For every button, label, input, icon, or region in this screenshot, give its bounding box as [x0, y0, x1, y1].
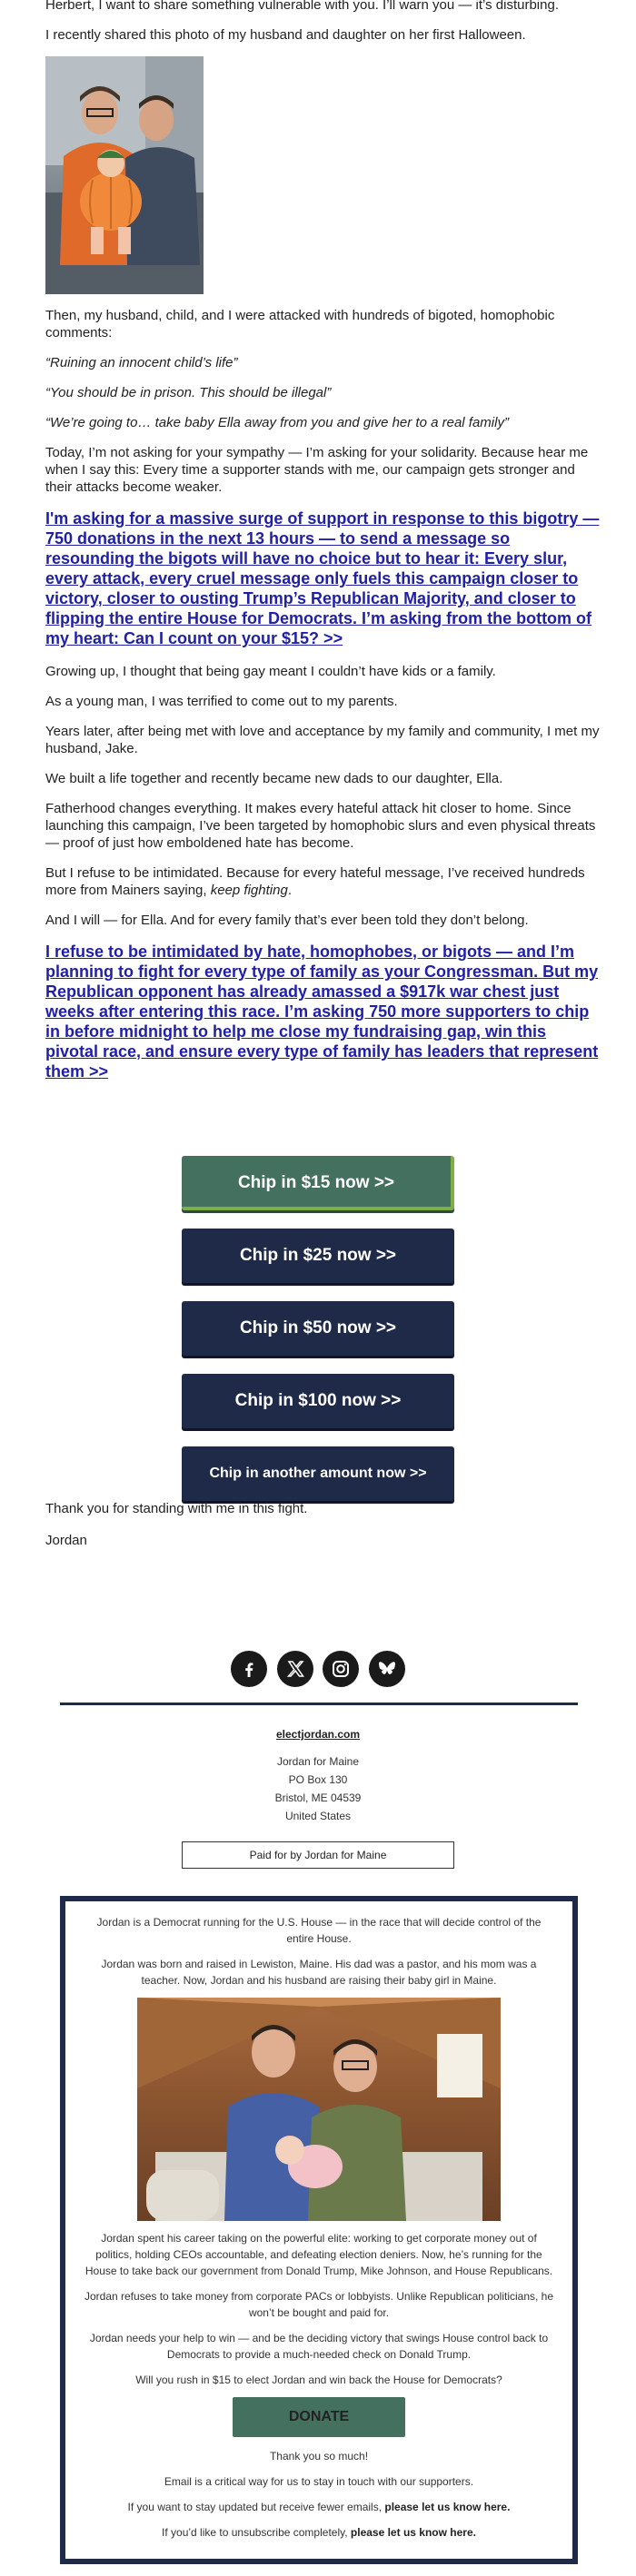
built-life-text: We built a life together and recently became new dads to our daughter, Ella. [45, 771, 503, 786]
bio-paragraph-3: Jordan spent his career taking on the powerful elite: working to get corporate money out of politics, holding CEOs accountable, and defeating election deniers. Now, he’s running for the House to take back our government from Donald Trump, Mike Johnson, and House Republicans. [84, 2232, 553, 2277]
fewer-emails-text: If you want to stay updated but receive fewer emails, [127, 2501, 385, 2513]
signoff: Jordan [45, 1533, 87, 1548]
growing-up-text: Growing up, I thought that being gay meant I couldn’t have kids or a family. [45, 664, 496, 679]
instagram-icon[interactable] [323, 1651, 359, 1687]
quote-1: “Ruining an innocent child’s life” [45, 355, 238, 370]
quote-2: “You should be in prison. This should be illegal” [45, 385, 332, 400]
chip-in-other-amount-button[interactable]: Chip in another amount now >> [182, 1446, 454, 1501]
facebook-icon[interactable] [231, 1651, 267, 1687]
footer-divider [60, 1703, 578, 1705]
bio-paragraph-2: Jordan was born and raised in Lewiston, Maine. His dad was a pastor, and his mom was a teacher. Now, Jordan and his husband are raising their baby girl in Maine. [101, 1958, 537, 1987]
donation-ask-link-2[interactable]: I refuse to be intimidated by hate, homophobes, or bigots — and I’m planning to fight for every type of family as your Congressman. But my Republican opponent has already amassed a $917k war chest just weeks after entering this race. I’m asking 750 more supporters to chip in before midnight to help me close my fundraising gap, win this pivotal race, and ensure every type of family has leaders that represent them >> [45, 943, 599, 1081]
i-will-text: And I will — for Ella. And for every family that’s ever been told they don’t belong. [45, 913, 529, 928]
fewer-emails-line [82, 2499, 556, 2515]
city-line: Bristol, ME 04539 [274, 1791, 362, 1804]
refuse-text-start: But I refuse to be intimidated. Because for every hateful message, I’ve received hundreds more from Mainers saying, [45, 865, 585, 898]
unsubscribe-line [82, 2524, 556, 2541]
fatherhood-text: Fatherhood changes everything. It makes every hateful attack hit closer to home. Since launching this campaign, I’ve been targeted by homophobic slurs and even physical threats — proof of just how emboldened hate has become. [45, 801, 596, 851]
thanks-text: Thank you for standing with me in this fight. [45, 1501, 308, 1516]
bio-paragraph-4: Jordan refuses to take money from corporate PACs or lobbyists. Unlike Republican politicians, he won’t be bought and paid for. [84, 2290, 554, 2319]
chip-in-15-button[interactable]: Chip in $15 now >> [182, 1156, 454, 1210]
bluesky-icon[interactable] [369, 1651, 405, 1687]
donation-ask-link-1[interactable]: I'm asking for a massive surge of support in response to this bigotry — 750 donations in the next 13 hours — to send a message so resounding the bigots will have no choice but to hear it: Every slur, every attack, every cruel message only fuels this campaign closer to victory, closer to ousting Trump’s Republican Majority, and closer to flipping the entire House for Democrats. I’m asking from the bottom of my heart: Can I count on your $15? >> [45, 509, 600, 647]
x-icon[interactable] [277, 1651, 313, 1687]
unsubscribe-link[interactable]: please let us know here. [350, 2526, 476, 2539]
quote-3: “We’re going to… take baby Ella away from you and give her to a real family” [45, 415, 509, 430]
refuse-text [45, 864, 600, 899]
candidate-bio-box [60, 1896, 578, 2564]
country-line: United States [284, 1810, 352, 1822]
footer-address [0, 1725, 636, 1825]
photo-share-text: I recently shared this photo of my husband and daughter on her first Halloween. [45, 27, 526, 43]
bio-paragraph-6: Will you rush in $15 to elect Jordan and win back the House for Democrats? [135, 2374, 502, 2386]
years-later-text: Years later, after being met with love and acceptance by my family and community, I met my husband, Jake. [45, 724, 600, 756]
chip-in-25-button[interactable]: Chip in $25 now >> [182, 1229, 454, 1283]
family-photo [137, 1998, 501, 2221]
paid-for-disclaimer: Paid for by Jordan for Maine [182, 1841, 454, 1869]
attacked-text: Then, my husband, child, and I were attacked with hundreds of bigoted, homophobic comments: [45, 308, 555, 341]
halloween-photo [45, 56, 204, 294]
bio-paragraph-5: Jordan needs your help to win — and be the deciding victory that swings House control back to Democrats to provide a much-needed check on Donald Trump. [89, 2332, 549, 2361]
fewer-emails-link[interactable]: please let us know here. [384, 2501, 511, 2513]
donate-button[interactable]: DONATE [233, 2397, 405, 2437]
bio-paragraph-1: Jordan is a Democrat running for the U.S. House — in the race that will decide control of the entire House. [96, 1916, 542, 1945]
closing [45, 1500, 600, 1549]
refuse-text-italic: keep fighting [210, 883, 288, 898]
bio-thanks: Thank you so much! [269, 2450, 369, 2462]
refuse-text-end: . [287, 883, 292, 898]
solidarity-text: Today, I’m not asking for your sympathy — I’m asking for your solidarity. Because hear me when I say this: Every time a supporter stands with me, our campaign gets stronger and their attacks become weaker. [45, 445, 589, 495]
email-note: Email is a critical way for us to stay in touch with our supporters. [164, 2475, 474, 2488]
young-man-text: As a young man, I was terrified to come out to my parents. [45, 694, 398, 709]
chip-in-100-button[interactable]: Chip in $100 now >> [182, 1374, 454, 1428]
intro-text: Herbert, I want to share something vulnerable with you. I’ll warn you — it’s disturbing. [45, 0, 559, 13]
unsubscribe-text: If you’d like to unsubscribe completely, [162, 2526, 351, 2539]
org-name: Jordan for Maine [276, 1755, 360, 1768]
family-photo-illustration [137, 1998, 501, 2221]
email-body [45, 0, 600, 1096]
halloween-photo-illustration [45, 56, 204, 294]
donation-buttons [182, 1156, 454, 1519]
po-box: PO Box 130 [288, 1773, 348, 1786]
chip-in-50-button[interactable]: Chip in $50 now >> [182, 1301, 454, 1356]
social-links [0, 1651, 636, 1691]
website-link[interactable]: electjordan.com [275, 1728, 361, 1741]
